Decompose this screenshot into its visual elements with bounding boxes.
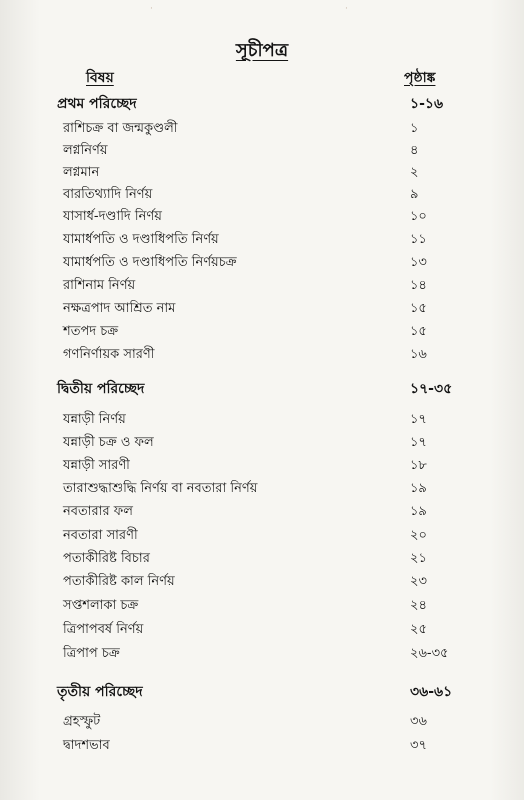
toc-entry-label: নক্ষত্রপাদ আশ্রিত নাম	[63, 301, 176, 316]
toc-entry-page: ২৪	[410, 598, 427, 613]
toc-entry-page: ১৭	[410, 435, 427, 450]
toc-entry-label: লগ্ননির্ণয়	[63, 143, 108, 158]
toc-entry-label: নবতারা সারণী	[63, 528, 138, 543]
toc-entry-page: ৯	[410, 187, 419, 202]
toc-entry-label: দ্বিতীয় পরিচ্ছেদ	[57, 381, 145, 397]
toc-entry-page: ৩৬	[410, 714, 427, 729]
toc-entry-label: দ্বাদশভাব	[63, 738, 110, 753]
toc-entry-label: যন্নাড়ী নির্ণয়	[63, 412, 126, 427]
toc-entry-label: প্রথম পরিচ্ছেদ	[57, 96, 137, 112]
toc-entry-page: ১৯	[410, 481, 427, 496]
toc-entry-label: তারাশুদ্ধাশুদ্ধি নির্ণয় বা নবতারা নির্ণয়	[63, 481, 258, 496]
subject-column-heading: বিষয়	[86, 70, 114, 86]
toc-row	[0, 712, 524, 734]
toc-entry-label: লগ্নমান	[63, 165, 100, 180]
toc-row	[0, 456, 524, 478]
toc-chapter-row	[0, 680, 524, 702]
toc-row	[0, 207, 524, 229]
toc-row	[0, 620, 524, 642]
toc-entry-page: ৪	[410, 143, 419, 158]
toc-entry-page: ১১	[410, 232, 427, 247]
toc-row	[0, 276, 524, 298]
toc-row	[0, 479, 524, 501]
toc-entry-label: সপ্তশলাকা চক্র	[63, 598, 139, 613]
toc-entry-label: গ্রহস্ফুট	[63, 714, 101, 729]
toc-row	[0, 502, 524, 524]
toc-row	[0, 736, 524, 758]
toc-entry-page: ১৪	[410, 278, 427, 293]
toc-entry-page: ১৬	[410, 347, 427, 362]
toc-row	[0, 526, 524, 548]
toc-entry-label: বারতিথ্যাদি নির্ণয়	[63, 187, 153, 202]
toc-entry-label: যন্নাড়ী সারণী	[63, 458, 130, 473]
page-title: সূচীপত্র	[235, 40, 289, 61]
toc-entry-page: ১৫	[410, 324, 427, 339]
top-edge-marks: · ·	[150, 4, 348, 14]
toc-row	[0, 299, 524, 321]
toc-entry-label: নবতারার ফল	[63, 504, 133, 519]
toc-entry-page: ১	[410, 121, 419, 136]
toc-entry-label: পতাকীরিষ্ট কাল নির্ণয়	[63, 574, 175, 589]
toc-entry-page: ২৩	[410, 574, 427, 589]
toc-row	[0, 433, 524, 455]
toc-entry-label: পতাকীরিষ্ট বিচার	[63, 551, 150, 566]
toc-entry-label: রাশিনাম নির্ণয়	[63, 278, 136, 293]
toc-entry-label: যামার্ধপতি ও দণ্ডাধিপতি নির্ণয়চক্র	[63, 255, 237, 270]
toc-entry-label: গণনির্ণায়ক সারণী	[63, 347, 155, 362]
toc-entry-page: ২০	[410, 528, 427, 543]
toc-row	[0, 572, 524, 594]
toc-entry-page: ১৭	[410, 412, 427, 427]
toc-row	[0, 141, 524, 163]
toc-entry-label: ত্রিপাপবর্ষ নির্ণয়	[63, 622, 144, 637]
toc-entry-label: যন্নাড়ী চক্র ও ফল	[63, 435, 154, 450]
toc-chapter-row	[0, 92, 524, 114]
toc-entry-page: ২	[410, 165, 419, 180]
toc-row	[0, 345, 524, 367]
toc-row	[0, 163, 524, 185]
toc-entry-page: ১৭-৩৫	[410, 381, 453, 397]
toc-entry-page: ১-১৬	[410, 96, 444, 112]
toc-entry-page: ২১	[410, 551, 427, 566]
toc-row	[0, 322, 524, 344]
toc-entry-page: ১০	[410, 209, 427, 224]
toc-entry-label: শতপদ চক্র	[63, 324, 119, 339]
toc-entry-page: ১৩	[410, 255, 427, 270]
toc-entry-label: ত্রিপাপ চক্র	[63, 646, 120, 661]
toc-entry-page: ৩৭	[410, 738, 427, 753]
toc-entry-page: ২৬-৩৫	[410, 646, 449, 661]
toc-entry-page: ১৮	[410, 458, 427, 473]
toc-row	[0, 253, 524, 275]
toc-entry-label: রাশিচক্র বা জন্মকুণ্ডলী	[63, 121, 178, 136]
toc-row	[0, 230, 524, 252]
toc-row	[0, 410, 524, 432]
toc-entry-label: যাসার্ধ-দণ্ডাদি নির্ণয়	[63, 209, 162, 224]
toc-row	[0, 644, 524, 666]
toc-entry-label: তৃতীয় পরিচ্ছেদ	[57, 684, 143, 700]
toc-row	[0, 596, 524, 618]
toc-row	[0, 119, 524, 141]
toc-entry-page: ৩৬-৬১	[410, 684, 453, 700]
toc-chapter-row	[0, 377, 524, 399]
toc-entry-page: ১৯	[410, 504, 427, 519]
toc-row	[0, 185, 524, 207]
page-column-heading: পৃষ্ঠাঙ্ক	[404, 70, 436, 86]
toc-row	[0, 549, 524, 571]
toc-entry-page: ২৫	[410, 622, 427, 637]
toc-entry-label: যামার্ধপতি ও দণ্ডাধিপতি নির্ণয়	[63, 232, 219, 247]
toc-entry-page: ১৫	[410, 301, 427, 316]
